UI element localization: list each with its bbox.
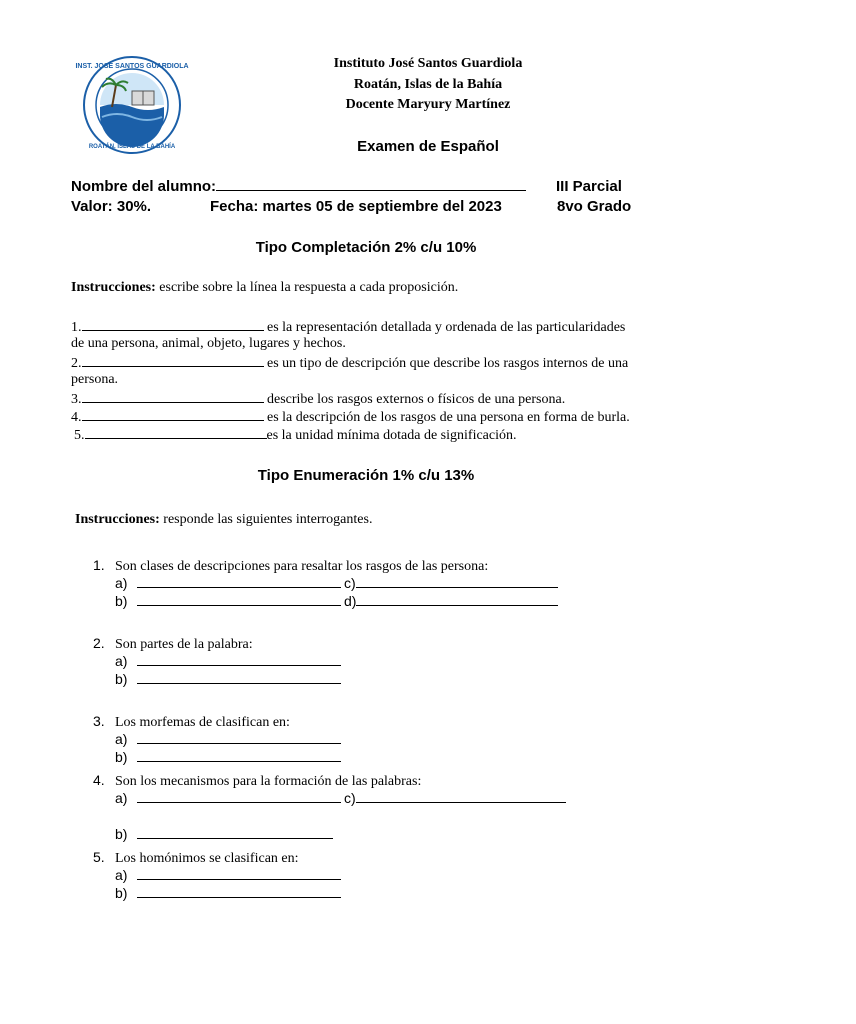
svg-text:INST. JOSÉ SANTOS GUARDIOLA: INST. JOSÉ SANTOS GUARDIOLA — [75, 63, 189, 70]
question-1 — [93, 557, 488, 575]
question-3 — [93, 713, 290, 731]
letter: b) — [115, 593, 128, 609]
question-number: 2. — [93, 635, 105, 651]
question-text: Los homónimos se clasifican en: — [115, 851, 299, 866]
section2-instr-label: Instrucciones: — [75, 512, 160, 527]
letter: c) — [344, 790, 356, 806]
answer-blank[interactable] — [137, 867, 341, 880]
question-4 — [93, 772, 421, 790]
q5-answer-a — [115, 867, 341, 883]
question-number: 4. — [93, 772, 105, 788]
letter: d) — [344, 593, 357, 609]
answer-blank[interactable] — [137, 593, 341, 606]
letter: a) — [115, 731, 128, 747]
letter: a) — [115, 867, 128, 883]
answer-blank[interactable] — [356, 575, 558, 588]
answer-blank-4[interactable] — [82, 408, 264, 421]
item-number: 1. — [71, 320, 82, 335]
answer-blank[interactable] — [137, 575, 341, 588]
answer-blank[interactable] — [137, 790, 341, 803]
letter: b) — [115, 749, 128, 765]
section1-instr-text: escribe sobre la línea la respuesta a cada proposición. — [155, 280, 459, 295]
answer-blank[interactable] — [137, 731, 341, 744]
section2-title: Tipo Enumeración 1% c/u 13% — [257, 467, 475, 484]
student-name-label: Nombre del alumno: — [71, 178, 217, 195]
question-text: Son partes de la palabra: — [115, 637, 253, 652]
q3-answer-b — [115, 749, 341, 765]
answer-blank-2[interactable] — [82, 354, 264, 367]
exam-title: Examen de Español — [357, 138, 499, 155]
q1-answer-c — [344, 575, 558, 591]
question-number: 5. — [93, 849, 105, 865]
letter: c) — [344, 575, 356, 591]
section1-title: Tipo Completación 2% c/u 10% — [255, 239, 477, 256]
parcial-label: III Parcial — [556, 178, 622, 195]
letter: b) — [115, 671, 128, 687]
answer-blank[interactable] — [137, 671, 341, 684]
letter: b) — [115, 826, 128, 842]
q3-answer-a — [115, 731, 341, 747]
question-number: 1. — [93, 557, 105, 573]
q4-answer-b — [115, 826, 333, 842]
q1-answer-d — [344, 593, 558, 609]
question-text: Son los mecanismos para la formación de las palabras: — [115, 774, 422, 789]
answer-blank[interactable] — [137, 653, 341, 666]
q4-answer-c — [344, 790, 566, 806]
question-text: Los morfemas de clasifican en: — [115, 715, 290, 730]
question-5 — [93, 849, 299, 867]
student-name-blank[interactable] — [216, 178, 526, 191]
student-name-row — [71, 178, 526, 195]
completion-item-4 — [71, 408, 630, 426]
q5-answer-b — [115, 885, 341, 901]
answer-blank-5[interactable] — [85, 426, 267, 439]
svg-text:ROATÁN, ISLAS DE LA BAHÍA: ROATÁN, ISLAS DE LA BAHÍA — [88, 144, 176, 150]
teacher-name: Docente Maryury Martínez — [345, 97, 511, 112]
question-number: 3. — [93, 713, 105, 729]
completion-item-1-cont: de una persona, animal, objeto, lugares y hechos. — [71, 336, 346, 351]
answer-blank[interactable] — [137, 826, 333, 839]
q2-answer-b — [115, 671, 341, 687]
item-text: es la descripción de los rasgos de una persona en forma de burla. — [263, 410, 630, 425]
value-label: Valor: 30%. — [71, 198, 152, 215]
answer-blank-3[interactable] — [82, 390, 264, 403]
completion-item-2 — [71, 354, 628, 372]
question-text: Son clases de descripciones para resaltar los rasgos de las persona: — [115, 559, 489, 574]
answer-blank[interactable] — [356, 593, 558, 606]
answer-blank[interactable] — [137, 749, 341, 762]
answer-blank[interactable] — [137, 885, 341, 898]
institute-name: Instituto José Santos Guardiola — [333, 56, 523, 71]
letter: b) — [115, 885, 128, 901]
answer-blank[interactable] — [356, 790, 566, 803]
section2-instructions — [75, 512, 372, 528]
letter: a) — [115, 575, 128, 591]
completion-item-1 — [71, 318, 625, 336]
item-text: es la representación detallada y ordenada de las particularidades — [263, 320, 626, 335]
item-text: describe los rasgos externos o físicos de una persona. — [263, 392, 566, 407]
completion-item-5 — [74, 426, 516, 444]
q4-answer-a — [115, 790, 341, 806]
q1-answer-a — [115, 575, 341, 591]
answer-blank-1[interactable] — [82, 318, 264, 331]
date-label: Fecha: martes 05 de septiembre del 2023 — [210, 198, 502, 215]
item-number: 2. — [71, 356, 82, 371]
section2-instr-text: responde las siguientes interrogantes. — [159, 512, 373, 527]
institute-location: Roatán, Islas de la Bahía — [353, 77, 503, 92]
completion-item-3 — [71, 390, 565, 408]
item-number: 5. — [74, 428, 85, 443]
item-number: 3. — [71, 392, 82, 407]
q2-answer-a — [115, 653, 341, 669]
q1-answer-b — [115, 593, 341, 609]
grade-label: 8vo Grado — [557, 198, 632, 215]
letter: a) — [115, 790, 128, 806]
section1-instructions — [71, 280, 458, 296]
letter: a) — [115, 653, 128, 669]
item-text: es un tipo de descripción que describe los rasgos internos de una — [263, 356, 629, 371]
item-text: es la unidad mínima dotada de significación. — [266, 428, 517, 443]
section1-instr-label: Instrucciones: — [71, 280, 156, 295]
item-number: 4. — [71, 410, 82, 425]
completion-item-2-cont: persona. — [71, 372, 119, 387]
question-2 — [93, 635, 253, 653]
